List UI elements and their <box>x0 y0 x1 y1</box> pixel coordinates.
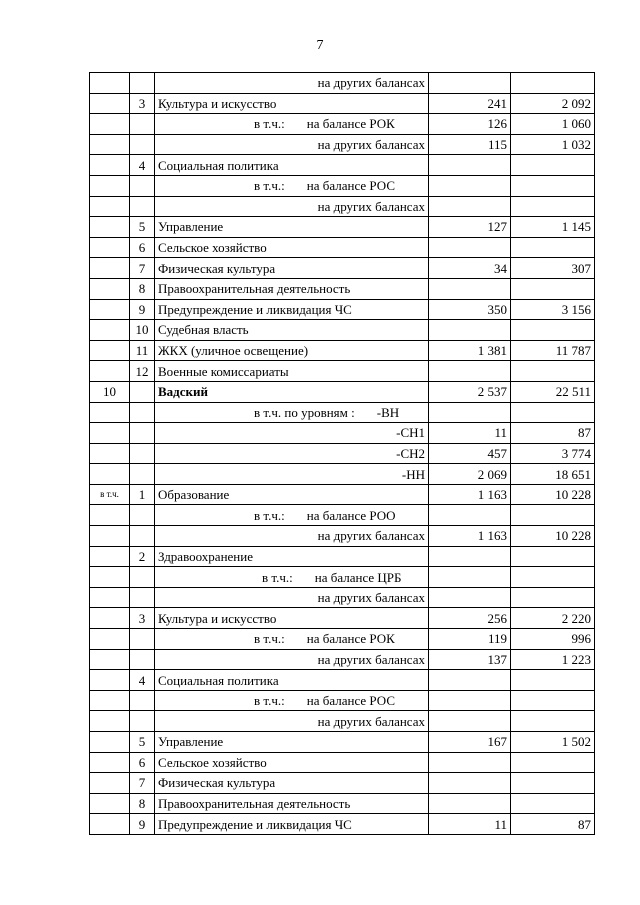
value-cell-1: 126 <box>429 114 511 135</box>
value-cell-2: 3 774 <box>511 443 595 464</box>
table-row <box>90 773 595 794</box>
item-number-cell: 9 <box>130 299 155 320</box>
value-cell-1: 11 <box>429 814 511 835</box>
value-cell-1 <box>429 670 511 691</box>
value-cell-1 <box>429 587 511 608</box>
value-cell-1: 34 <box>429 258 511 279</box>
section-number-cell <box>90 320 130 341</box>
label-cell: Предупреждение и ликвидация ЧС <box>155 814 429 835</box>
section-number-cell <box>90 402 130 423</box>
item-number-cell: 2 <box>130 546 155 567</box>
value-cell-1 <box>429 793 511 814</box>
budget-table-body <box>90 73 595 835</box>
item-number-cell: 8 <box>130 793 155 814</box>
table-row <box>90 320 595 341</box>
section-number-cell <box>90 217 130 238</box>
table-row <box>90 567 595 588</box>
value-cell-1 <box>429 690 511 711</box>
value-cell-1: 1 381 <box>429 340 511 361</box>
value-cell-1 <box>429 505 511 526</box>
table-row <box>90 711 595 732</box>
item-number-cell <box>130 526 155 547</box>
table-row <box>90 670 595 691</box>
section-number-cell <box>90 752 130 773</box>
value-cell-2 <box>511 175 595 196</box>
section-number-cell <box>90 567 130 588</box>
label-cell: Физическая культура <box>155 258 429 279</box>
section-number-cell <box>90 155 130 176</box>
table-row <box>90 484 595 505</box>
table-row <box>90 546 595 567</box>
table-row <box>90 114 595 135</box>
item-number-cell <box>130 114 155 135</box>
item-number-cell <box>130 196 155 217</box>
item-number-cell: 4 <box>130 670 155 691</box>
table-row <box>90 526 595 547</box>
label-cell <box>155 567 429 588</box>
value-cell-2: 2 220 <box>511 608 595 629</box>
value-cell-1 <box>429 155 511 176</box>
table-row <box>90 814 595 835</box>
section-number-cell <box>90 175 130 196</box>
table-row <box>90 752 595 773</box>
section-number-cell <box>90 423 130 444</box>
label-cell: на других балансах <box>155 711 429 732</box>
table-row <box>90 175 595 196</box>
value-cell-1 <box>429 320 511 341</box>
label-cell: Управление <box>155 732 429 753</box>
subtotal-prefix: в т.ч.: <box>254 631 285 647</box>
value-cell-2 <box>511 587 595 608</box>
section-number-cell <box>90 690 130 711</box>
label-cell: Судебная власть <box>155 320 429 341</box>
value-cell-1: 137 <box>429 649 511 670</box>
item-number-cell <box>130 649 155 670</box>
value-cell-2 <box>511 793 595 814</box>
item-number-cell <box>130 690 155 711</box>
value-cell-2: 3 156 <box>511 299 595 320</box>
value-cell-2 <box>511 361 595 382</box>
item-number-cell <box>130 567 155 588</box>
page-number: 7 <box>316 38 324 53</box>
subtotal-prefix: в т.ч.: <box>262 569 293 585</box>
section-number-cell <box>90 196 130 217</box>
value-cell-2 <box>511 155 595 176</box>
item-number-cell <box>130 402 155 423</box>
section-number-cell <box>90 299 130 320</box>
table-row <box>90 381 595 402</box>
section-number-cell: в т.ч. <box>90 484 130 505</box>
section-number-cell <box>90 73 130 94</box>
section-number-cell <box>90 237 130 258</box>
item-number-cell: 1 <box>130 484 155 505</box>
subtotal-label: на балансе РОК <box>306 631 395 647</box>
value-cell-1: 119 <box>429 629 511 650</box>
budget-table <box>89 72 595 835</box>
item-number-cell <box>130 629 155 650</box>
item-number-cell: 6 <box>130 752 155 773</box>
section-number-cell <box>90 732 130 753</box>
value-cell-2: 87 <box>511 423 595 444</box>
table-row <box>90 196 595 217</box>
value-cell-2 <box>511 711 595 732</box>
value-cell-2 <box>511 73 595 94</box>
label-cell <box>155 505 429 526</box>
section-number-cell <box>90 587 130 608</box>
value-cell-1: 2 069 <box>429 464 511 485</box>
label-cell: Правоохранительная деятельность <box>155 793 429 814</box>
label-cell: на других балансах <box>155 196 429 217</box>
section-number-cell <box>90 278 130 299</box>
label-cell: Здравоохранение <box>155 546 429 567</box>
value-cell-1 <box>429 402 511 423</box>
value-cell-2: 1 145 <box>511 217 595 238</box>
item-number-cell: 9 <box>130 814 155 835</box>
levels-prefix: в т.ч. по уровням : <box>254 404 355 420</box>
section-number-cell: 10 <box>90 381 130 402</box>
item-number-cell <box>130 175 155 196</box>
table-row <box>90 134 595 155</box>
label-cell: Сельское хозяйство <box>155 237 429 258</box>
label-cell: Социальная политика <box>155 670 429 691</box>
table-row <box>90 155 595 176</box>
value-cell-2 <box>511 690 595 711</box>
value-cell-1 <box>429 361 511 382</box>
label-cell: на других балансах <box>155 649 429 670</box>
label-cell: Культура и искусство <box>155 608 429 629</box>
table-row <box>90 587 595 608</box>
value-cell-1 <box>429 567 511 588</box>
table-row <box>90 423 595 444</box>
value-cell-2: 22 511 <box>511 381 595 402</box>
item-number-cell: 7 <box>130 773 155 794</box>
value-cell-2: 18 651 <box>511 464 595 485</box>
value-cell-2 <box>511 773 595 794</box>
subtotal-prefix: в т.ч.: <box>254 693 285 709</box>
value-cell-2 <box>511 546 595 567</box>
section-number-cell <box>90 464 130 485</box>
table-row <box>90 217 595 238</box>
subtotal-label: на балансе РОК <box>306 116 395 132</box>
label-cell <box>155 629 429 650</box>
value-cell-1 <box>429 752 511 773</box>
item-number-cell: 11 <box>130 340 155 361</box>
table-row <box>90 608 595 629</box>
value-cell-2: 1 032 <box>511 134 595 155</box>
item-number-cell: 7 <box>130 258 155 279</box>
section-number-cell <box>90 114 130 135</box>
value-cell-2 <box>511 505 595 526</box>
section-number-cell <box>90 443 130 464</box>
table-row <box>90 93 595 114</box>
section-number-cell <box>90 670 130 691</box>
value-cell-2: 307 <box>511 258 595 279</box>
item-number-cell: 5 <box>130 732 155 753</box>
value-cell-2 <box>511 278 595 299</box>
subtotal-label: на балансе РОО <box>306 507 396 523</box>
label-cell: Физическая культура <box>155 773 429 794</box>
value-cell-2 <box>511 320 595 341</box>
value-cell-2 <box>511 402 595 423</box>
label-cell: Образование <box>155 484 429 505</box>
subtotal-prefix: в т.ч.: <box>254 178 285 194</box>
value-cell-1: 1 163 <box>429 526 511 547</box>
table-row <box>90 361 595 382</box>
table-row <box>90 690 595 711</box>
value-cell-1: 350 <box>429 299 511 320</box>
item-number-cell <box>130 73 155 94</box>
value-cell-1: 457 <box>429 443 511 464</box>
section-number-cell <box>90 773 130 794</box>
value-cell-1: 256 <box>429 608 511 629</box>
section-number-cell <box>90 793 130 814</box>
item-number-cell <box>130 505 155 526</box>
label-cell <box>155 402 429 423</box>
item-number-cell: 4 <box>130 155 155 176</box>
value-cell-1: 2 537 <box>429 381 511 402</box>
label-cell: -НН <box>155 464 429 485</box>
section-number-cell <box>90 526 130 547</box>
label-cell: -СН2 <box>155 443 429 464</box>
value-cell-2: 2 092 <box>511 93 595 114</box>
value-cell-1 <box>429 278 511 299</box>
section-number-cell <box>90 814 130 835</box>
value-cell-1: 167 <box>429 732 511 753</box>
label-cell: на других балансах <box>155 134 429 155</box>
table-row <box>90 402 595 423</box>
subtotal-prefix: в т.ч.: <box>254 507 285 523</box>
label-cell: Военные комиссариаты <box>155 361 429 382</box>
label-cell: Сельское хозяйство <box>155 752 429 773</box>
label-cell: на других балансах <box>155 73 429 94</box>
section-number-cell <box>90 629 130 650</box>
label-cell: Предупреждение и ликвидация ЧС <box>155 299 429 320</box>
table-row <box>90 464 595 485</box>
label-cell: ЖКХ (уличное освещение) <box>155 340 429 361</box>
value-cell-2: 10 228 <box>511 526 595 547</box>
value-cell-1 <box>429 73 511 94</box>
value-cell-2 <box>511 670 595 691</box>
value-cell-1: 127 <box>429 217 511 238</box>
value-cell-2 <box>511 196 595 217</box>
item-number-cell: 8 <box>130 278 155 299</box>
value-cell-2: 87 <box>511 814 595 835</box>
item-number-cell <box>130 381 155 402</box>
table-row <box>90 299 595 320</box>
section-number-cell <box>90 546 130 567</box>
subtotal-label: на балансе РОС <box>306 178 395 194</box>
value-cell-2: 1 223 <box>511 649 595 670</box>
section-number-cell <box>90 258 130 279</box>
label-cell: Социальная политика <box>155 155 429 176</box>
subtotal-label: на балансе РОС <box>306 693 395 709</box>
table-row <box>90 649 595 670</box>
label-cell: Вадский <box>155 381 429 402</box>
item-number-cell: 3 <box>130 608 155 629</box>
label-cell <box>155 175 429 196</box>
item-number-cell <box>130 464 155 485</box>
value-cell-1: 1 163 <box>429 484 511 505</box>
section-number-cell <box>90 711 130 732</box>
value-cell-2: 10 228 <box>511 484 595 505</box>
item-number-cell: 3 <box>130 93 155 114</box>
item-number-cell: 5 <box>130 217 155 238</box>
value-cell-1: 115 <box>429 134 511 155</box>
section-number-cell <box>90 608 130 629</box>
section-number-cell <box>90 340 130 361</box>
value-cell-1: 241 <box>429 93 511 114</box>
table-row <box>90 73 595 94</box>
table-row <box>90 732 595 753</box>
value-cell-1 <box>429 237 511 258</box>
item-number-cell: 12 <box>130 361 155 382</box>
value-cell-1: 11 <box>429 423 511 444</box>
table-row <box>90 505 595 526</box>
value-cell-1 <box>429 196 511 217</box>
table-row <box>90 443 595 464</box>
label-cell: -СН1 <box>155 423 429 444</box>
value-cell-1 <box>429 546 511 567</box>
label-cell: Культура и искусство <box>155 93 429 114</box>
section-number-cell <box>90 93 130 114</box>
section-number-cell <box>90 134 130 155</box>
table-row <box>90 237 595 258</box>
label-cell <box>155 114 429 135</box>
value-cell-2: 11 787 <box>511 340 595 361</box>
table-row <box>90 278 595 299</box>
item-number-cell <box>130 711 155 732</box>
table-row <box>90 793 595 814</box>
item-number-cell: 10 <box>130 320 155 341</box>
value-cell-2: 1 502 <box>511 732 595 753</box>
label-cell: Управление <box>155 217 429 238</box>
label-cell: Правоохранительная деятельность <box>155 278 429 299</box>
subtotal-label: на балансе ЦРБ <box>314 569 402 585</box>
table-row <box>90 340 595 361</box>
item-number-cell <box>130 587 155 608</box>
item-number-cell: 6 <box>130 237 155 258</box>
value-cell-2: 996 <box>511 629 595 650</box>
section-number-cell <box>90 505 130 526</box>
table-row <box>90 258 595 279</box>
value-cell-1 <box>429 175 511 196</box>
section-number-cell <box>90 649 130 670</box>
item-number-cell <box>130 134 155 155</box>
label-cell <box>155 690 429 711</box>
item-number-cell <box>130 423 155 444</box>
section-number-cell <box>90 361 130 382</box>
subtotal-prefix: в т.ч.: <box>254 116 285 132</box>
item-number-cell <box>130 443 155 464</box>
label-cell: на других балансах <box>155 587 429 608</box>
value-cell-2: 1 060 <box>511 114 595 135</box>
value-cell-2 <box>511 237 595 258</box>
value-cell-2 <box>511 567 595 588</box>
level-code: -ВН <box>376 404 400 420</box>
value-cell-1 <box>429 711 511 732</box>
label-cell: на других балансах <box>155 526 429 547</box>
value-cell-2 <box>511 752 595 773</box>
value-cell-1 <box>429 773 511 794</box>
table-row <box>90 629 595 650</box>
